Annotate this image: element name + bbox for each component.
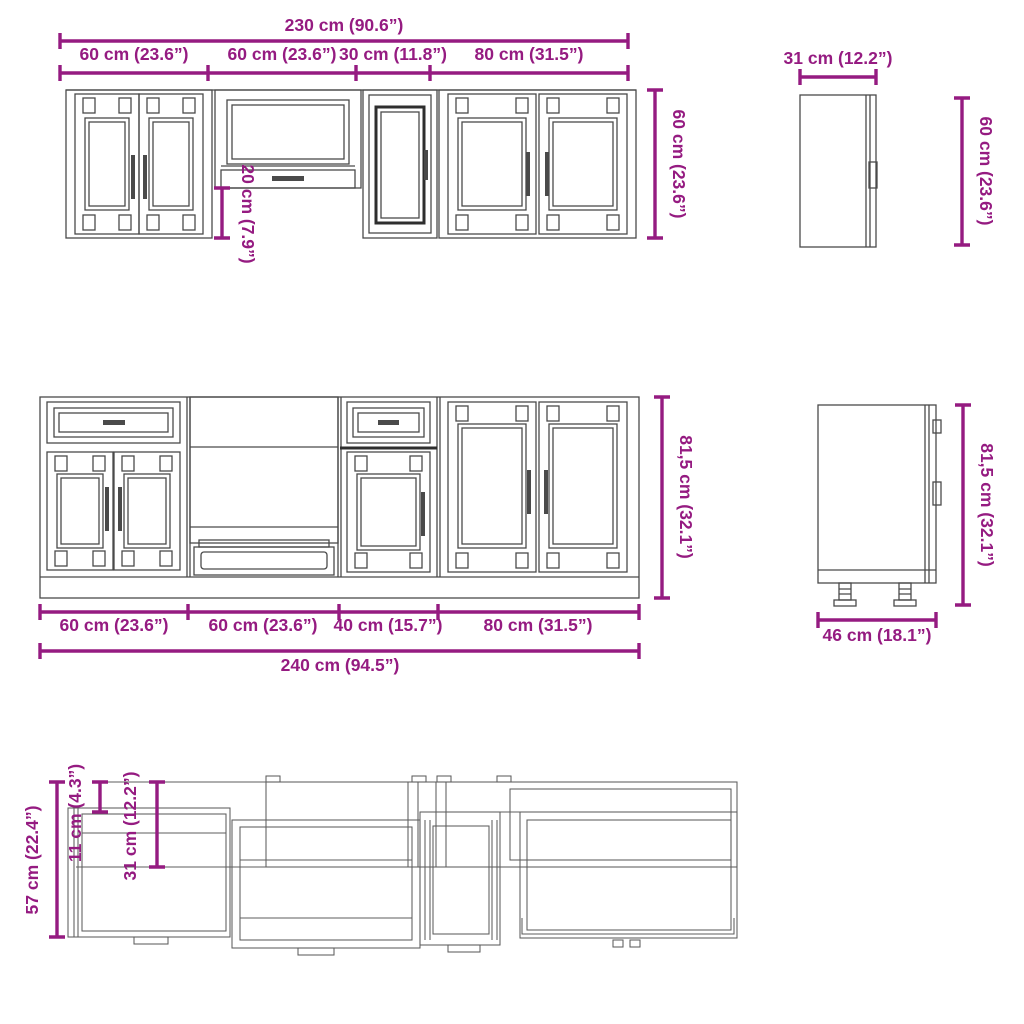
door-handle <box>424 150 428 180</box>
drawer-handle <box>272 176 304 181</box>
dimension-label: 60 cm (23.6”) <box>669 109 689 219</box>
door-handle <box>933 482 941 505</box>
base-cabinet-side-view <box>818 405 997 645</box>
dim-total-depth <box>22 782 65 937</box>
door-handle <box>527 470 531 514</box>
dim-upper-offset <box>65 764 108 862</box>
door-handle <box>105 487 109 531</box>
dim-wall-side-height <box>954 98 996 245</box>
base-oven-cabinet-60cm <box>190 397 338 575</box>
kitchen-top-view <box>22 764 737 955</box>
dimension-label: 11 cm (4.3”) <box>65 763 85 863</box>
dimension-label: 60 cm (23.6”) <box>59 615 169 635</box>
door-handle <box>118 487 122 531</box>
dimension-label: 57 cm (22.4”) <box>22 805 42 915</box>
dimension-label: 31 cm (12.2”) <box>783 48 893 68</box>
dim-upper-depth <box>120 772 165 881</box>
base-cabinets-drawing <box>40 397 639 598</box>
top-view-oven-base-block <box>232 820 420 955</box>
hinge <box>933 420 941 433</box>
base-cabinet-drawer-40cm <box>340 402 437 572</box>
door-handle <box>545 152 549 196</box>
door-handle <box>544 470 548 514</box>
dimension-label: 30 cm (11.8”) <box>339 44 447 64</box>
dimension-label: 60 cm (23.6”) <box>227 44 337 64</box>
dim-base-segments <box>40 604 639 635</box>
dim-wall-segments <box>60 44 628 81</box>
wall-hood-cabinet-60cm <box>215 90 361 188</box>
wall-cabinet-80cm <box>439 90 636 238</box>
dim-base-total-width <box>40 643 639 675</box>
top-view-right-base-block <box>520 812 737 947</box>
dimension-label: 240 cm (94.5”) <box>280 655 400 675</box>
dimension-label: 20 cm (7.9”) <box>238 164 258 264</box>
base-cabinet-drawer-60cm <box>47 402 180 570</box>
dim-base-side-depth <box>818 612 936 645</box>
dimension-label: 60 cm (23.6”) <box>79 44 189 64</box>
wall-cabinet-60cm <box>66 90 212 238</box>
drawer-handle <box>103 420 125 425</box>
door-handle <box>421 492 425 536</box>
door-handle <box>131 155 135 199</box>
door-handle <box>526 152 530 196</box>
top-view-wall-cabinet-row <box>266 782 737 867</box>
top-view-left-base-block <box>68 808 230 944</box>
drawer-handle <box>378 420 399 425</box>
dimension-label: 60 cm (23.6”) <box>208 615 318 635</box>
base-cabinets-front-view <box>40 397 696 675</box>
base-cabinet-80cm <box>448 402 627 572</box>
base-cabinet-side-drawing <box>818 405 941 606</box>
dimension-label: 46 cm (18.1”) <box>822 625 932 645</box>
dimension-label: 230 cm (90.6”) <box>284 15 404 35</box>
dimension-label: 81,5 cm (32.1”) <box>676 435 696 559</box>
wall-cabinet-side-drawing <box>800 95 877 247</box>
dimension-label: 40 cm (15.7”) <box>333 615 443 635</box>
dim-wall-side-depth <box>784 48 893 85</box>
door-handle <box>143 155 147 199</box>
dimension-label: 60 cm (23.6”) <box>976 116 996 226</box>
top-view-drawing <box>68 776 737 955</box>
wall-glass-cabinet-30cm <box>363 90 437 238</box>
adjustable-foot <box>834 583 856 606</box>
wall-cabinet-side-view <box>784 48 996 247</box>
top-view-narrow-base-block <box>420 812 500 952</box>
dim-base-height <box>654 397 696 598</box>
dimension-label: 31 cm (12.2”) <box>120 771 140 881</box>
glass-panel <box>376 107 424 223</box>
adjustable-foot <box>894 583 916 606</box>
dimension-label: 80 cm (31.5”) <box>483 615 593 635</box>
dimension-label: 80 cm (31.5”) <box>474 44 584 64</box>
wall-cabinets-front-view <box>60 15 689 264</box>
wall-cabinets-drawing <box>66 90 636 238</box>
dim-wall-height <box>647 90 689 238</box>
dim-base-side-height <box>955 405 997 605</box>
dimension-label: 81,5 cm (32.1”) <box>977 443 997 567</box>
